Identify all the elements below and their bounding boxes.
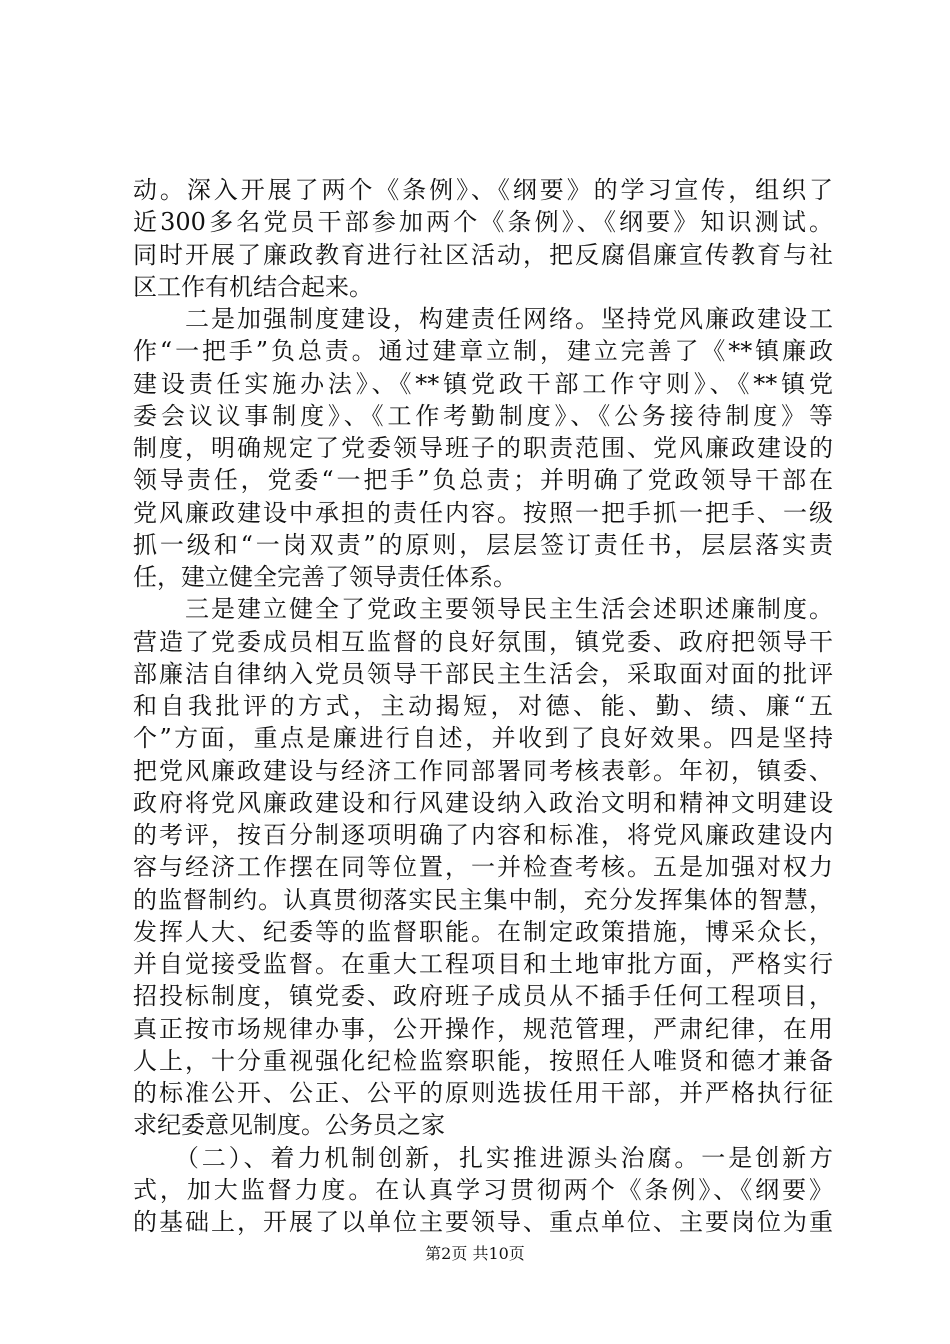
page-footer: 第2页 共10页 — [425, 1244, 525, 1263]
text-line: 的基础上，开展了以单位主要领导、重点单位、主要岗位为重 — [133, 1208, 833, 1236]
text-line: 抓一级和“一岗双责”的原则，层层签订责任书，层层落实责 — [133, 530, 833, 559]
text-line: 把党风廉政建设与经济工作同部署同考核表彰。年初，镇委、 — [133, 756, 833, 785]
text-line: 并自觉接受监督。在重大工程项目和土地审批方面，严格实行 — [133, 950, 833, 978]
document-body — [133, 174, 833, 1238]
text-line: 招投标制度，镇党委、政府班子成员从不插手任何工程项目， — [133, 982, 833, 1011]
text-line: 人上，十分重视强化纪检监察职能，按照任人唯贤和德才兼备 — [133, 1046, 833, 1075]
text-line: 营造了党委成员相互监督的良好氛围，镇党委、政府把领导干 — [133, 627, 833, 656]
text-line: 动。深入开展了两个《条例》、《纲要》的学习宣传，组织了 — [133, 176, 833, 204]
text-line: 式，加大监督力度。在认真学习贯彻两个《条例》、《纲要》 — [133, 1175, 833, 1204]
text-line: 的监督制约。认真贯彻落实民主集中制，充分发挥集体的智慧， — [133, 885, 833, 914]
text-line: 政府将党风廉政建设和行风建设纳入政治文明和精神文明建设 — [133, 788, 833, 817]
text-line: 三是建立健全了党政主要领导民主生活会述职述廉制度。 — [133, 595, 833, 624]
text-line: 区工作有机结合起来。 — [133, 272, 373, 301]
text-line: （二）、着力机制创新，扎实推进源头治腐。一是创新方 — [133, 1143, 833, 1172]
text-line: 发挥人大、纪委等的监督职能。在制定政策措施，博采众长， — [133, 917, 833, 946]
text-line: 任，建立健全完善了领导责任体系。 — [133, 563, 517, 591]
text-line: 真正按市场规律办事，公开操作，规范管理，严肃纪律，在用 — [133, 1014, 833, 1043]
text-line: 作“一把手”负总责。通过建章立制，建立完善了《**镇廉政 — [133, 337, 833, 366]
text-line: 近300多名党员干部参加两个《条例》、《纲要》知识测试。 — [133, 208, 833, 237]
text-line: 委会议议事制度》、《工作考勤制度》、《公务接待制度》等 — [133, 401, 833, 430]
text-line: 的考评，按百分制逐项明确了内容和标准，将党风廉政建设内 — [133, 821, 833, 849]
text-line: 领导责任，党委“一把手”负总责；并明确了党政领导干部在 — [133, 466, 833, 495]
text-line: 容与经济工作摆在同等位置，一并检查考核。五是加强对权力 — [133, 853, 833, 882]
text-line: 同时开展了廉政教育进行社区活动，把反腐倡廉宣传教育与社 — [133, 240, 833, 269]
text-line: 部廉洁自律纳入党员领导干部民主生活会，采取面对面的批评 — [133, 659, 833, 688]
text-line: 建设责任实施办法》、《**镇党政干部工作守则》、《**镇党 — [133, 369, 833, 398]
text-line: 制度，明确规定了党委领导班子的职责范围、党风廉政建设的 — [133, 434, 833, 462]
text-line: 个”方面，重点是廉进行自述，并收到了良好效果。四是坚持 — [133, 724, 833, 753]
text-line: 的标准公开、公正、公平的原则选拔任用干部，并严格执行征 — [133, 1079, 833, 1107]
text-line: 党风廉政建设中承担的责任内容。按照一把手抓一把手、一级 — [133, 498, 833, 527]
text-line: 和自我批评的方式，主动揭短，对德、能、勤、绩、廉“五 — [133, 692, 833, 720]
text-line: 求纪委意见制度。公务员之家 — [133, 1111, 445, 1140]
text-line: 二是加强制度建设，构建责任网络。坚持党风廉政建设工 — [133, 305, 833, 333]
